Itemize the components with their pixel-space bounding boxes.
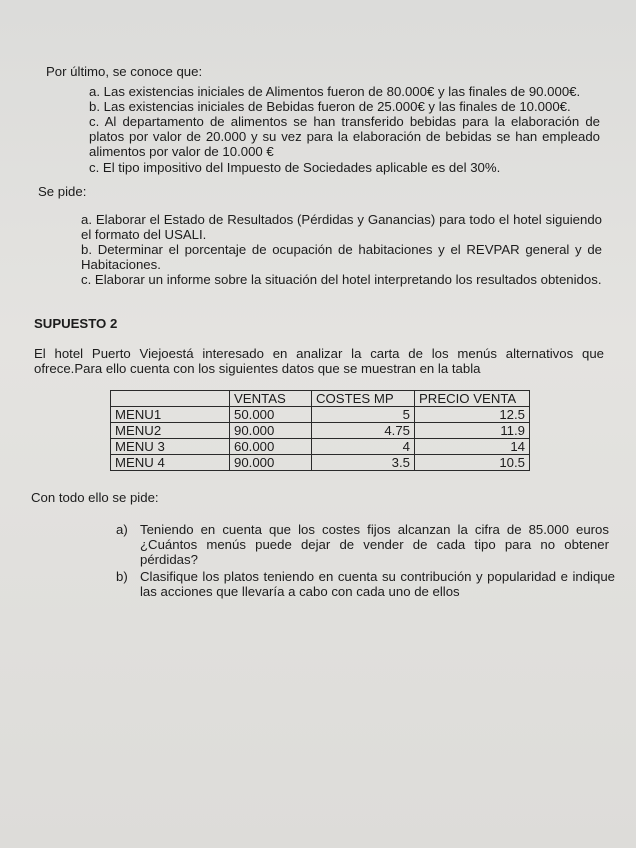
condition-b: b. Las existencias iniciales de Bebidas fueron de 25.000€ y las finales de 10.000€. (89, 99, 571, 114)
table-cell: 5 (312, 407, 415, 423)
table-cell: 14 (415, 439, 530, 455)
table-cell: MENU1 (111, 407, 230, 423)
question-text: Teniendo en cuenta que los costes fijos alcanzan la cifra de 85.000 euros ¿Cuántos menús puede dejar de vender de cada tipo para no obtener pérdidas? (140, 522, 609, 567)
question-text: Clasifique los platos teniendo en cuenta su contribución y popularidad e indique las acciones que llevaría a cabo con cada uno de ellos (140, 569, 615, 599)
intro-text: Por último, se conoce que: (46, 64, 203, 79)
list-marker: a) (116, 522, 128, 537)
table-cell: 10.5 (415, 455, 530, 471)
table-row (111, 439, 530, 455)
menu-data-table (110, 390, 530, 471)
table-cell: 12.5 (415, 407, 530, 423)
table-header-row (111, 391, 530, 407)
conclusion-text: Con todo ello se pide: (31, 490, 159, 505)
condition-c-transfer: c. Al departamento de alimentos se han transferido bebidas para la elaboración de platos por valor de 20.000 y su vez para la elaboración de bebidas se han empleado alimentos por valor de 10.000 € (89, 114, 600, 159)
table-header-cell: COSTES MP (312, 391, 415, 407)
table-cell: MENU 3 (111, 439, 230, 455)
se-pide-label: Se pide: (38, 184, 87, 199)
task-c: c. Elaborar un informe sobre la situación del hotel interpretando los resultados obtenidos. (81, 272, 602, 287)
section-title: SUPUESTO 2 (34, 316, 118, 331)
table-cell: 4.75 (312, 423, 415, 439)
table-cell: MENU 4 (111, 455, 230, 471)
list-marker: b) (116, 569, 128, 584)
table-cell: 90.000 (230, 423, 312, 439)
condition-c-tax: c. El tipo impositivo del Impuesto de Sociedades aplicable es del 30%. (89, 160, 501, 175)
task-b: b. Determinar el porcentaje de ocupación de habitaciones y el REVPAR general y de Habitaciones. (81, 242, 602, 272)
table-header-cell: VENTAS (230, 391, 312, 407)
condition-a: a. Las existencias iniciales de Alimentos fueron de 80.000€ y las finales de 90.000€. (89, 84, 581, 99)
table-cell: MENU2 (111, 423, 230, 439)
table-row (111, 423, 530, 439)
table-cell: 60.000 (230, 439, 312, 455)
table-cell: 4 (312, 439, 415, 455)
table-header-cell: PRECIO VENTA (415, 391, 530, 407)
table-row (111, 455, 530, 471)
table-row (111, 407, 530, 423)
section-intro: El hotel Puerto Viejoestá interesado en analizar la carta de los menús alternativos que ofrece.Para ello cuenta con los siguientes datos que se muestran en la tabla (34, 346, 604, 376)
table-cell: 11.9 (415, 423, 530, 439)
table-cell: 90.000 (230, 455, 312, 471)
table-header-cell (111, 391, 230, 407)
table-cell: 3.5 (312, 455, 415, 471)
task-a: a. Elaborar el Estado de Resultados (Pérdidas y Ganancias) para todo el hotel siguiendo el formato del USALI. (81, 212, 602, 242)
table-cell: 50.000 (230, 407, 312, 423)
